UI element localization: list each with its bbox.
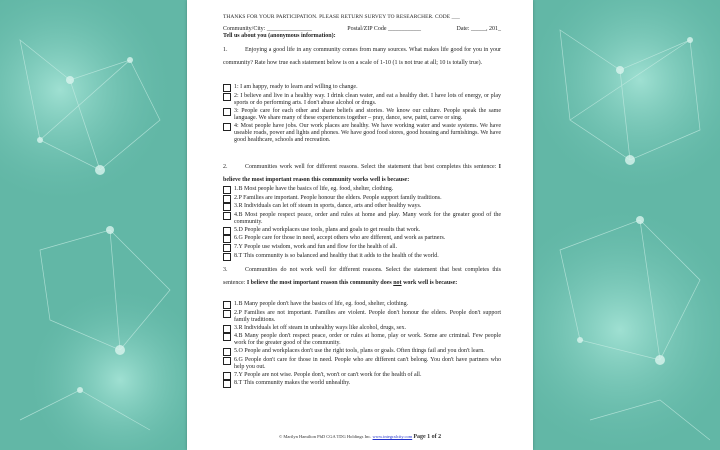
list-item: 8.T This community makes the world unhealthy. [223, 380, 501, 388]
checkbox[interactable] [223, 227, 231, 235]
list-item: 3.R Individuals can let off steam in sports, dance, arts and other healthy ways. [223, 203, 501, 211]
checkbox[interactable] [223, 333, 231, 341]
list-item: 3: People care for each other and share beliefs and stories. We know our culture. People speak the same language. We share many of these experiences together – pray, dance, sew, paint, carve or sing. [223, 108, 501, 122]
emphasis-not: not [393, 279, 402, 286]
list-item: 1.B Most people have the basics of life, eg. food, shelter, clothing. [223, 186, 501, 194]
checkbox[interactable] [223, 372, 231, 380]
checkbox[interactable] [223, 301, 231, 309]
list-item: 4.B Most people respect peace, order and rules at home and play. Many work for the greater good of the community. [223, 212, 501, 226]
list-item: 4.B Many people don't respect peace, order or rules at home, play or work. Some are criminal. Few people work for the greater good of the community. [223, 333, 501, 347]
list-item: 1: I am happy, ready to learn and willing to change. [223, 84, 501, 92]
checkbox[interactable] [223, 93, 231, 101]
list-item: 3.R Individuals let off steam in unhealthy ways like alcohol, drugs, sex. [223, 325, 501, 333]
q2-items [223, 186, 501, 261]
question-text: Communities do not work well for different reasons. Select the statement that best completes this sentence: [223, 267, 501, 286]
question-2 [223, 161, 501, 186]
checkbox[interactable] [223, 380, 231, 388]
question-1 [223, 44, 501, 69]
page-number: Page 1 of 2 [413, 434, 442, 440]
question-prompt-end: work well is because: [403, 279, 458, 286]
page-footer [187, 434, 533, 440]
checkbox[interactable] [223, 253, 231, 261]
postal-field[interactable]: Postal/ZIP Code ___________ [347, 26, 422, 32]
question-3 [223, 264, 501, 289]
list-item: 7.Y People use wisdom, work and fun and flow for the health of all. [223, 244, 501, 252]
list-item: 4: Most people have jobs. Our work places are healthy. We have working water and waste systems. We have useable roads, power and lights and phones. We have good food stores, good housing and furnishings. We have good healthcare, schools and recreation. [223, 123, 501, 145]
list-item: 5.O People and workplaces don't use the right tools, plans or goals. Often things fail and you don't learn. [223, 348, 501, 356]
checkbox[interactable] [223, 235, 231, 243]
survey-page [187, 0, 533, 450]
tell-us-label: Tell us about you (anonymous information): [223, 33, 336, 39]
checkbox[interactable] [223, 310, 231, 318]
list-item: 8.T This community is so balanced and healthy that it adds to the health of the world. [223, 253, 501, 261]
question-prompt: I believe the most important reason this community works well is because: [223, 164, 502, 183]
question-number: 3. [223, 267, 228, 273]
question-text: Enjoying a good life in any community comes from many sources. What makes life good for you in your community? Rate how true each statement below is on a scale of 1-10 (1 is not true at all; 10 is totally true). [223, 47, 501, 66]
q1-items [223, 84, 501, 145]
question-prompt: I believe the most important reason this community does [246, 279, 392, 286]
checkbox[interactable] [223, 203, 231, 211]
checkbox[interactable] [223, 123, 231, 131]
community-field[interactable]: Community/City: _______________ [223, 26, 312, 32]
list-item: 2.P Families are not important. Families are violent. People don't honour the elders. People don't support family traditions. [223, 310, 501, 324]
date-field[interactable]: Date: _____, 201_ [456, 26, 501, 32]
question-text: Communities work well for different reasons. Select the statement that best completes this sentence: [245, 164, 497, 170]
question-number: 2. [223, 164, 228, 170]
checkbox[interactable] [223, 325, 231, 333]
list-item: 7.Y People are not wise. People don't, won't or can't work for the health of all. [223, 372, 501, 380]
checkbox[interactable] [223, 108, 231, 116]
list-item: 1.B Many people don't have the basics of life, eg. food, shelter, clothing. [223, 301, 501, 309]
list-item: 2.P Families are important. People honour the elders. People support family traditions. [223, 195, 501, 203]
question-number: 1. [223, 47, 228, 53]
checkbox[interactable] [223, 244, 231, 252]
survey-title: THANKS FOR YOUR PARTICIPATION. PLEASE RETURN SURVEY TO RESEARCHER. CODE ___ [223, 14, 460, 20]
checkbox[interactable] [223, 195, 231, 203]
website-link[interactable]: www.integralcity.com [372, 434, 413, 439]
checkbox[interactable] [223, 348, 231, 356]
list-item: 6.G People don't care for those in need. People who are different can't belong. You don't have partners who help you out. [223, 357, 501, 371]
checkbox[interactable] [223, 357, 231, 365]
checkbox[interactable] [223, 212, 231, 220]
list-item: 2: I believe and live in a healthy way. I drink clean water, and eat a healthy diet. I have lots of energy, or play sports or do performing arts. I don't abuse alcohol or drugs. [223, 93, 501, 107]
list-item: 6.G People care for those in need, accept others who are different, and work as partners. [223, 235, 501, 243]
q3-items [223, 301, 501, 389]
checkbox[interactable] [223, 84, 231, 92]
copyright: © Marilyn Hamilton PhD CGA TDG Holdings Inc. [278, 434, 372, 439]
checkbox[interactable] [223, 186, 231, 194]
list-item: 5.D People and workplaces use tools, plans and goals to get results that work. [223, 227, 501, 235]
